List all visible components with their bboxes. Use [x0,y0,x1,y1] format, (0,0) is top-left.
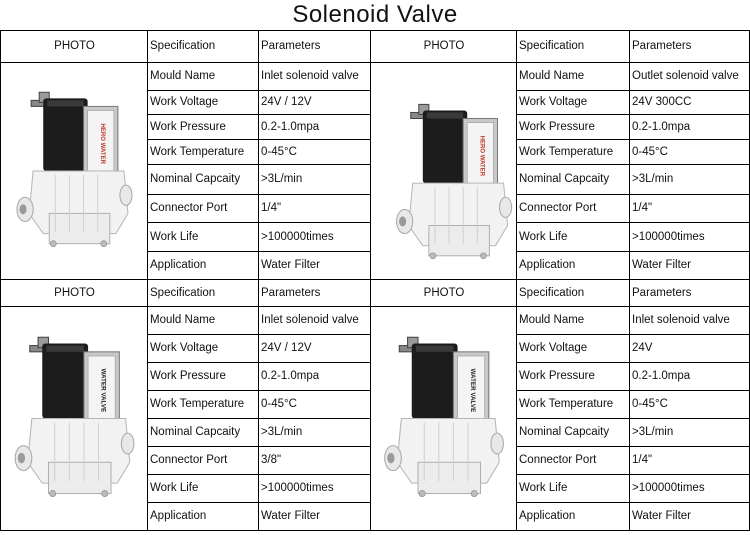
grid-line [629,279,630,531]
spec-value: >100000times [261,230,334,243]
spec-value: 0.2-1.0mpa [632,120,691,133]
grid-line [516,390,750,391]
spec-label: Work Voltage [519,342,588,354]
grid-line [516,418,750,419]
outlet-fitting [491,433,504,454]
valve-base [429,226,490,256]
spec-value: 0.2-1.0mpa [632,370,691,382]
spec-label: Mould Name [519,314,585,326]
spec-label: Application [150,259,207,271]
grid-line [516,139,750,140]
spec-value: 0-45°C [632,398,668,410]
spec-value: 0-45°C [632,145,668,158]
coil-top [427,112,463,118]
spec-value: 24V / 12V [261,342,312,354]
grid-line [516,114,750,115]
spec-value: Water Filter [261,510,320,522]
grid-line [147,251,371,252]
spec-label: Nominal Capcaity [150,173,241,185]
spec-label: Work Voltage [519,96,588,108]
valve-illustration [370,306,516,530]
spec-value: >100000times [632,482,705,494]
grid-line [147,334,371,335]
spec-value: 0-45°C [261,145,297,158]
grid-line [147,194,371,195]
spec-label: Work Pressure [519,370,595,382]
spec-value: 1/4" [632,202,653,214]
screw [471,490,477,496]
coil-body [423,110,467,183]
coil-body [412,344,458,419]
spec-label: Work Temperature [519,145,614,158]
valve-label-text: WATER VALVE [99,368,107,413]
grid-line [147,502,371,503]
spec-value: >3L/min [632,173,674,185]
spec-value: 1/4" [632,454,653,466]
grid-line [516,279,517,531]
valve-base [418,462,481,493]
photo-header: PHOTO [54,286,95,299]
table-border-top [0,30,750,31]
photo-header: PHOTO [54,40,95,52]
coil-body [43,98,87,171]
grid-line [147,446,371,447]
spec-value: 1/4" [261,202,282,214]
grid-line [147,390,371,391]
grid-line [516,446,750,447]
valve-group [397,104,512,258]
spec-value: >100000times [632,230,705,243]
valve-group [15,337,134,496]
spec-label: Work Temperature [150,145,245,158]
photo-header: PHOTO [423,40,465,52]
outlet-fitting [121,433,134,454]
spec-label: Application [150,510,207,522]
spec-value: 3/8" [261,454,282,466]
spec-label: Connector Port [150,454,228,466]
spec-value: 24V [632,342,653,354]
spec-value: >3L/min [632,426,674,438]
grid-line [147,114,371,115]
valve-label-text: HERO WATER [98,123,105,165]
spec-label: Mould Name [519,70,585,82]
spec-value: Water Filter [632,510,691,522]
inlet-hole [399,216,406,226]
solenoid-valve-photo [0,62,147,279]
coil-top [416,346,454,352]
valve-illustration [370,62,516,279]
grid-line [516,334,750,335]
spec-value: Inlet solenoid valve [261,70,359,82]
valve-base [48,462,111,493]
grid-line [147,222,371,223]
spec-label: Application [519,510,576,522]
specification-header: Specification [150,286,216,299]
spec-label: Work Life [150,482,199,494]
grid-line [147,30,148,280]
inlet-hole [387,453,394,463]
spec-label: Nominal Capcaity [519,426,610,438]
screw [430,253,436,259]
valve-illustration [0,62,147,279]
parameters-header: Parameters [632,286,692,299]
solenoid-valve-photo [370,62,516,279]
grid-line [147,362,371,363]
screw [480,253,486,259]
spec-label: Work Pressure [150,370,226,382]
spec-label: Connector Port [519,454,597,466]
valve-label-text: WATER VALVE [469,368,477,413]
grid-line [629,30,630,280]
spec-label: Work Voltage [150,342,219,354]
outlet-fitting [120,185,132,205]
spec-label: Work Life [519,482,568,494]
solenoid-valve-photo [370,306,516,530]
spec-value: 24V / 12V [261,96,312,108]
spec-label: Connector Port [150,202,228,214]
valve-group [385,337,504,496]
grid-line [516,30,517,280]
coil-top [47,100,83,106]
grid-line [516,194,750,195]
page-title: Solenoid Valve [292,1,458,28]
spec-label: Work Life [519,230,568,243]
spec-value: Water Filter [632,259,691,271]
spec-value: >3L/min [261,173,303,185]
coil-body [42,344,88,419]
spec-value: 0.2-1.0mpa [261,120,320,133]
spec-value: 24V 300CC [632,96,692,108]
screw [101,241,107,247]
grid-line [516,251,750,252]
spec-label: Application [519,259,576,271]
spec-label: Mould Name [150,70,216,82]
spec-value: Inlet solenoid valve [261,314,359,326]
grid-line [516,474,750,475]
grid-line [516,362,750,363]
spec-label: Work Life [150,230,199,243]
coil-top [46,346,84,352]
photo-header: PHOTO [423,286,465,299]
screw [419,490,425,496]
spec-label: Work Pressure [519,120,595,133]
grid-line [147,139,371,140]
valve-base [49,213,110,243]
spec-value: >100000times [261,482,334,494]
spec-label: Connector Port [519,202,597,214]
spec-value: >3L/min [261,426,303,438]
grid-line [516,502,750,503]
spec-label: Work Voltage [150,96,219,108]
screw [102,490,108,496]
parameters-header: Parameters [261,40,321,52]
grid-line [147,418,371,419]
specification-header: Specification [519,40,585,52]
grid-line [516,164,750,165]
parameters-header: Parameters [632,40,692,52]
solenoid-valve-photo [0,306,147,530]
valve-group [17,92,132,246]
spec-label: Nominal Capcaity [150,426,241,438]
inlet-hole [20,204,27,214]
spec-value: 0-45°C [261,398,297,410]
spec-label: Work Temperature [519,398,614,410]
grid-line [516,90,750,91]
spec-label: Work Pressure [150,120,226,133]
valve-label-text: HERO WATER [478,135,485,177]
grid-line [147,474,371,475]
grid-line [0,279,371,280]
grid-line [258,279,259,531]
grid-line [147,164,371,165]
screw [50,490,56,496]
spec-value: 0.2-1.0mpa [261,370,320,382]
grid-line [370,279,750,280]
grid-line [516,222,750,223]
outlet-fitting [500,197,512,217]
parameters-header: Parameters [261,286,321,299]
spec-label: Mould Name [150,314,216,326]
spec-label: Nominal Capcaity [519,173,610,185]
grid-line [147,279,148,531]
spec-value: Water Filter [261,259,320,271]
grid-line [147,90,371,91]
spec-value: Outlet solenoid valve [632,70,739,82]
screw [50,241,56,247]
valve-illustration [0,306,147,530]
specification-header: Specification [519,286,585,299]
spec-value: Inlet solenoid valve [632,314,730,326]
inlet-hole [18,453,25,463]
specification-header: Specification [150,40,216,52]
spec-label: Work Temperature [150,398,245,410]
grid-line [258,30,259,280]
